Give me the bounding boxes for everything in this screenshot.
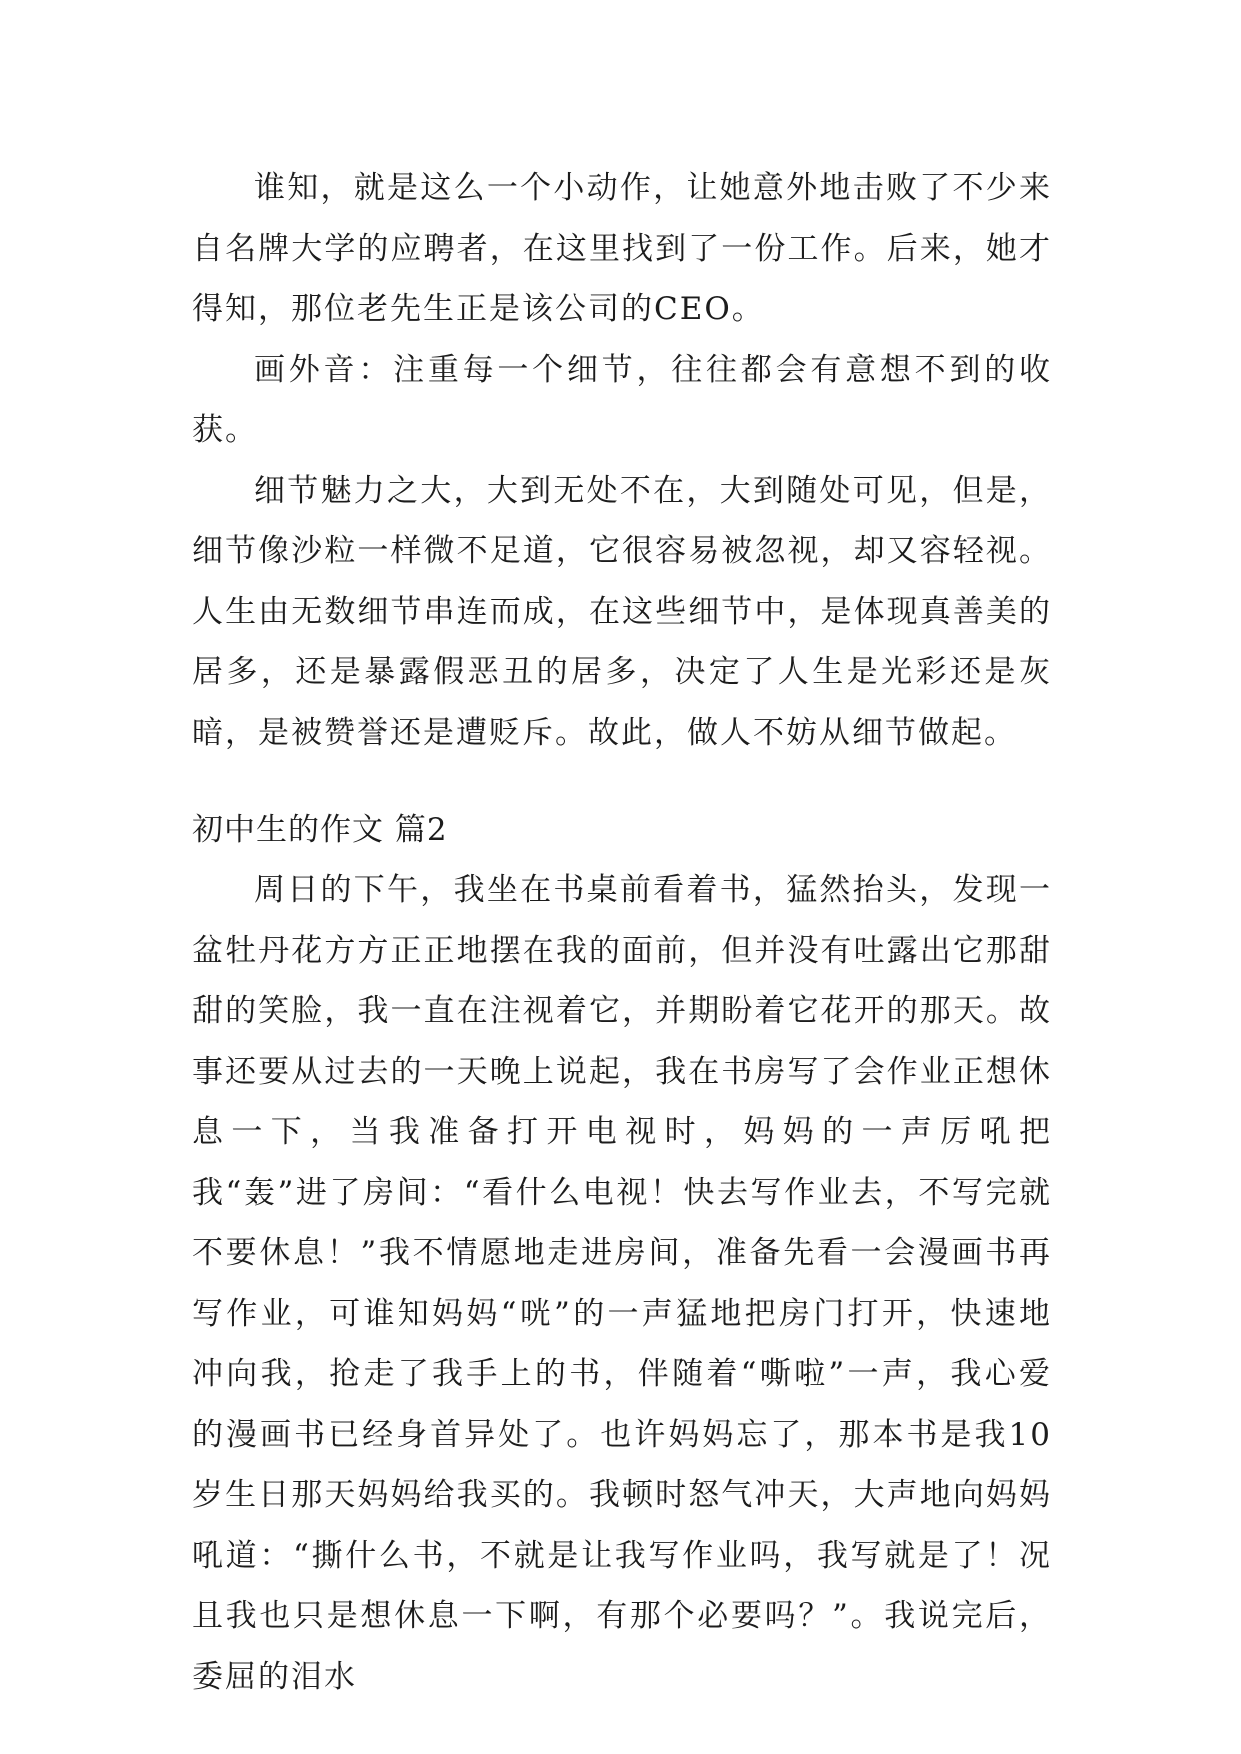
paragraph-detail-charm: 细节魅力之大，大到无处不在，大到随处可见，但是，细节像沙粒一样微不足道，它很容易被忽视，却又容轻视。人生由无数细节串连而成，在这些细节中，是体现真善美的居多，还是暴露假恶丑的居多，决定了人生是光彩还是灰暗，是被赞誉还是遭贬斥。故此，做人不妨从细节做起。	[192, 472, 1052, 751]
paragraph-voiceover: 画外音：注重每一个细节，往往都会有意想不到的收获。	[192, 351, 1052, 448]
section-heading: 初中生的作文 篇2	[192, 812, 448, 848]
paragraph-sunday-story: 周日的下午，我坐在书桌前看着书，猛然抬头，发现一盆牡丹花方方正正地摆在我的面前，但并没有吐露出它那甜甜的笑脸，我一直在注视着它，并期盼着它花开的那天。故事还要从过去的一天晚上说起，我在书房写了会作业正想休息一下，当我准备打开电视时，妈妈的一声厉吼把我“轰”进了房间：“看什么电视！快去写作业去，不写完就不要休息！”我不情愿地走进房间，准备先看一会漫画书再写作业，可谁知妈妈“咣”的一声猛地把房门打开，快速地冲向我，抢走了我手上的书，伴随着“嘶啦”一声，我心爱的漫画书已经身首异处了。也许妈妈忘了，那本书是我10岁生日那天妈妈给我买的。我顿时怒气冲天，大声地向妈妈吼道：“撕什么书，不就是让我写作业吗，我写就是了！况且我也只是想休息一下啊，有那个必要吗？”。我说完后，委屈的泪水	[192, 872, 1052, 1695]
document-page	[192, 158, 1052, 1707]
paragraph-job-outcome: 谁知，就是这么一个小动作，让她意外地击败了不少来自名牌大学的应聘者，在这里找到了一份工作。后来，她才得知，那位老先生正是该公司的CEO。	[192, 170, 1052, 327]
